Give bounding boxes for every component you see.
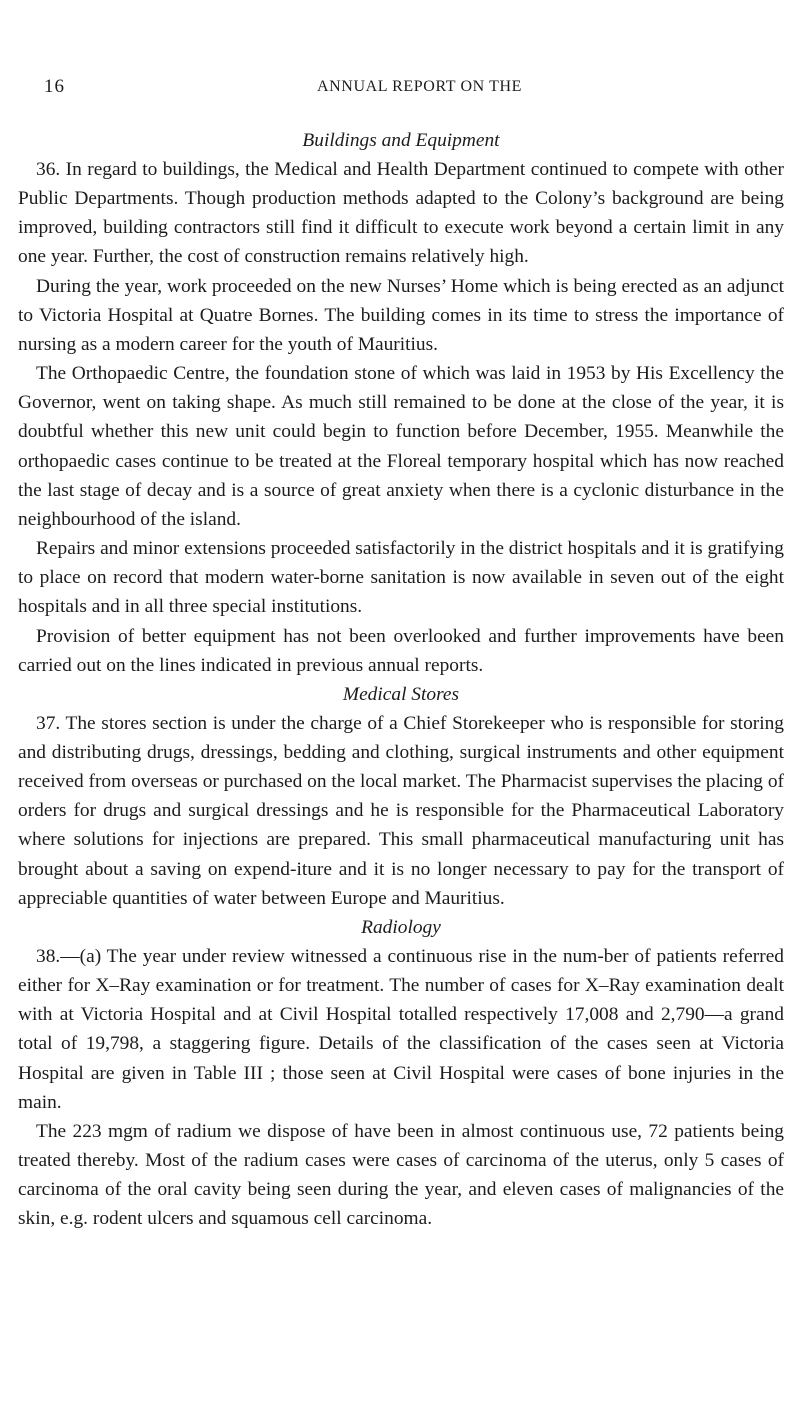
paragraph: 38.—(a) The year under review witnessed a continuous rise in the num-ber of patients referred either for X–Ray examination or for treatment. The number of cases for X–Ray examination dealt with at Victoria Hospital and at Civil Hospital totalled respectively 17,008 and 2,790—a grand total of 19,798, a staggering figure. Details of the classification of the cases seen at Victoria Hospital are given in Table III ; those seen at Civil Hospital were cases of bone injuries in the main. [18, 945, 784, 1113]
paragraph: 37. The stores section is under the charge of a Chief Storekeeper who is responsible for storing and distributing drugs, dressings, bedding and clothing, surgical instruments and other equipment received from overseas or purchased on the local market. The Pharmacist supervises the placing of orders for drugs and surgical dressings and he is responsible for the Pharmaceutical Laboratory where solutions for injections are prepared. This small pharmaceutical manufacturing unit has brought about a saving on expend-iture and it is no longer necessary to pay for the transport of appreciable quantities of water between Europe and Mauritius. [18, 712, 784, 909]
section-heading: Buildings and Equipment [302, 130, 500, 151]
running-header [0, 76, 800, 106]
running-title: ANNUAL REPORT ON THE [317, 78, 522, 95]
section-buildings [18, 126, 784, 680]
paragraph: Provision of better equipment has not been overlooked and further improvements have been carried out on the lines indicated in previous annual reports. [18, 625, 784, 676]
section-heading: Radiology [361, 916, 441, 938]
paragraph: 36. In regard to buildings, the Medical and Health Department continued to compete with other Public Departments. Though production methods adapted to the Colony’s background are being improved, building contractors still find it difficult to execute work beyond a certain limit in any one year. Further, the cost of construction remains relatively high. [18, 159, 784, 268]
section-radiology [18, 913, 784, 1234]
page-number: 16 [44, 76, 65, 97]
paragraph: Repairs and minor extensions proceeded satisfactorily in the district hospitals and it is gratifying to place on record that modern water-borne sanitation is now available in seven out of the eight hospitals and in all three special institutions. [18, 538, 784, 618]
paragraph: During the year, work proceeded on the new Nurses’ Home which is being erected as an adjunct to Victoria Hospital at Quatre Bornes. The building comes in its time to stress the importance of nursing as a modern career for the youth of Mauritius. [18, 275, 784, 355]
section-medical-stores [18, 680, 784, 913]
page-body [18, 126, 784, 1233]
paragraph: The Orthopaedic Centre, the foundation stone of which was laid in 1953 by His Excellency the Governor, went on taking shape. As much still remained to be done at the close of the year, it is doubtful whether this new unit could begin to function before December, 1955. Meanwhile the orthopaedic cases continue to be treated at the Floreal temporary hospital which has now reached the last stage of decay and is a source of great anxiety when there is a cyclonic disturbance in the neighbourhood of the island. [18, 363, 784, 530]
paragraph: The 223 mgm of radium we dispose of have been in almost continuous use, 72 patients being treated thereby. Most of the radium cases were cases of carcinoma of the uterus, only 5 cases of carcinoma of the oral cavity being seen during the year, and eleven cases of malignancies of the skin, e.g. rodent ulcers and squamous cell carcinoma. [18, 1120, 784, 1230]
section-heading: Medical Stores [342, 683, 460, 705]
